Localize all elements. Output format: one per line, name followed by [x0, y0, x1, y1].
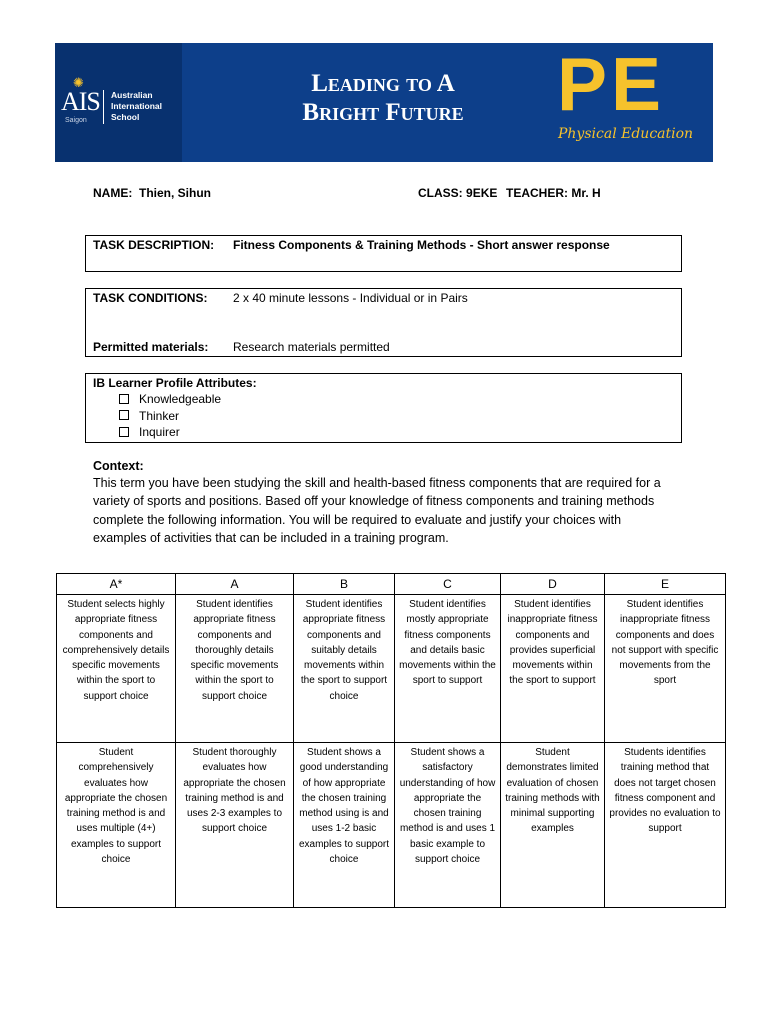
- task-conditions-box: [85, 288, 682, 357]
- ib-profile-item: Thinker: [119, 408, 221, 425]
- teacher-info: TEACHER: Mr. H: [506, 186, 601, 200]
- rubric-cell: Student identifies appropriate fitness components and thoroughly details specific movements within the sport to support choice: [176, 595, 294, 743]
- rubric-row-training-methods: [57, 743, 726, 908]
- grade-header-c: C: [395, 574, 501, 595]
- checkbox-icon: [119, 394, 129, 404]
- task-description-label: TASK DESCRIPTION:: [93, 238, 215, 252]
- task-description-value: Fitness Components & Training Methods - Short answer response: [233, 238, 610, 252]
- ib-profile-box: [85, 373, 682, 443]
- rubric-cell: Student shows a good understanding of how appropriate the chosen training method using is and uses 1-2 basic examples to support choice: [294, 743, 395, 908]
- logo-divider: [103, 90, 104, 124]
- rubric-header-row: [57, 574, 726, 595]
- school-name: Australian International School: [111, 90, 163, 122]
- rubric-cell: Students identifies training method that does not target chosen fitness component and provides no evaluation to support: [605, 743, 726, 908]
- grade-header-e: E: [605, 574, 726, 595]
- checkbox-icon: [119, 427, 129, 437]
- class-info: CLASS: 9EKE: [418, 186, 498, 200]
- rubric-cell: Student shows a satisfactory understanding of how appropriate the chosen training method is and uses 1 basic example to support choice: [395, 743, 501, 908]
- rubric-cell: Student identifies inappropriate fitness components and does not support with specific movements from the sport: [605, 595, 726, 743]
- checkbox-icon: [119, 410, 129, 420]
- grade-header-a-star: A*: [57, 574, 176, 595]
- ib-profile-list: [119, 391, 221, 441]
- permitted-materials-label: Permitted materials:: [93, 340, 209, 354]
- school-logo: [55, 43, 182, 162]
- permitted-materials-value: Research materials permitted: [233, 340, 390, 354]
- task-conditions-label: TASK CONDITIONS:: [93, 291, 208, 305]
- rubric-row-fitness-components: [57, 595, 726, 743]
- grade-header-a: A: [176, 574, 294, 595]
- rubric-cell: Student selects highly appropriate fitness components and comprehensively details specific movements within the sport to support choice: [57, 595, 176, 743]
- rubric-cell: Student thoroughly evaluates how appropriate the chosen training method is and uses 2-3 examples to support choice: [176, 743, 294, 908]
- rubric-cell: Student identifies appropriate fitness components and suitably details movements within the sport to support choice: [294, 595, 395, 743]
- context-body: This term you have been studying the skill and health-based fitness components that are required for a variety of sports and positions. Based off your knowledge of fitness components and training methods complete the following information. You will be required to evaluate and justify your choices with examples of activities that can be included in a training program.: [93, 476, 661, 545]
- rubric-cell: Student demonstrates limited evaluation of chosen training methods with minimal supporting examples: [501, 743, 605, 908]
- school-city: Saigon: [65, 117, 87, 124]
- header-banner: [55, 43, 713, 162]
- task-description-box: [85, 235, 682, 272]
- sun-icon: ✺: [73, 75, 84, 90]
- rubric-table: [56, 573, 726, 908]
- grade-header-b: B: [294, 574, 395, 595]
- ib-profile-item: Inquirer: [119, 424, 221, 441]
- task-conditions-value: 2 x 40 minute lessons - Individual or in Pairs: [233, 291, 468, 305]
- rubric-cell: Student identifies mostly appropriate fitness components and details basic movements within the sport to support: [395, 595, 501, 743]
- grade-header-d: D: [501, 574, 605, 595]
- rubric-cell: Student comprehensively evaluates how appropriate the chosen training method is and uses multiple (4+) examples to support choice: [57, 743, 176, 908]
- banner-title: Leading to A Bright Future: [302, 70, 464, 126]
- rubric-cell: Student identifies inappropriate fitness components and provides superficial movements within the sport to support: [501, 595, 605, 743]
- student-name: NAME: Thien, Sihun: [93, 186, 211, 200]
- ib-profile-title: IB Learner Profile Attributes:: [93, 376, 257, 390]
- school-logo-mark: AIS: [61, 87, 100, 116]
- ib-profile-item: Knowledgeable: [119, 391, 221, 408]
- pe-mark: PE: [557, 42, 666, 126]
- pe-subtitle: Physical Education: [558, 126, 694, 142]
- context-title: Context:: [93, 459, 144, 473]
